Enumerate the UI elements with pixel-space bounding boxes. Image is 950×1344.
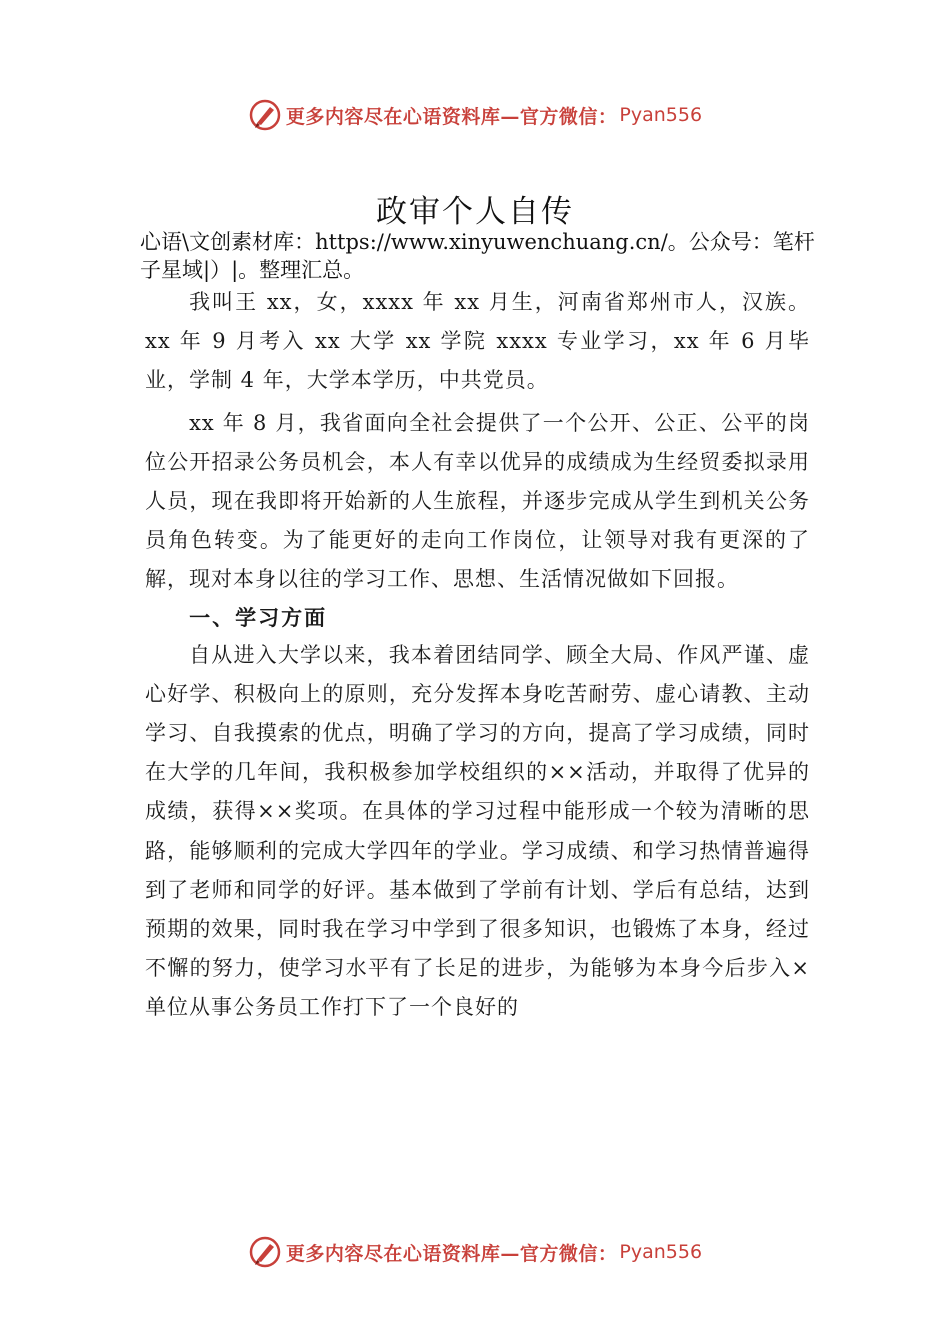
paragraph: 我叫王 xx，女，xxxx 年 xx 月生，河南省郑州市人，汉族。xx 年 9 月考入 xx 大学 xx 学院 xxxx 专业学习，xx 年 6 月毕业，学制 4 年，大学本学历，中共党员。 <box>145 290 810 393</box>
pen-logo-icon <box>248 98 282 132</box>
banner-wechat-id: Pyan556 <box>619 1241 703 1263</box>
document-title: 政审个人自传 <box>376 194 574 230</box>
source-line: 心语\文创素材库：https://www.xinyuwenchuang.cn/。公众号：笔杆子星域|）|。整理汇总。 <box>140 230 815 282</box>
banner-wechat-id: Pyan556 <box>619 104 703 126</box>
paragraph: 自从进入大学以来，我本着团结同学、顾全大局、作风严谨、虚心好学、积极向上的原则，充分发挥本身吃苦耐劳、虚心请教、主动学习、自我摸索的优点，明确了学习的方向，提高了学习成绩，同时在大学的几年间，我积极参加学校组织的××活动，并取得了优异的成绩，获得××奖项。在具体的学习过程中能形成一个较为清晰的思路，能够顺利的完成大学四年的学业。学习成绩、和学习热情普遍得到了老师和同学的好评。基本做到了学前有计划、学后有总结，达到预期的效果，同时我在学习中学到了很多知识，也锻炼了本身，经过不懈的努力，使学习水平有了长足的进步，为能够为本身今后步入×单位从事公务员工作打下了一个良好的 <box>145 642 810 1020</box>
document-body <box>145 283 810 1028</box>
section-heading: 一、学习方面 <box>189 604 328 630</box>
banner-text: 更多内容尽在心语资料库—官方微信： <box>285 1242 618 1265</box>
banner-text: 更多内容尽在心语资料库—官方微信： <box>285 105 618 128</box>
header-banner <box>0 95 950 135</box>
paragraph: xx 年 8 月，我省面向全社会提供了一个公开、公正、公平的岗位公开招录公务员机会，本人有幸以优异的成绩成为生经贸委拟录用人员，现在我即将开始新的人生旅程，并逐步完成从学生到机关公务员角色转变。为了能更好的走向工作岗位，让领导对我有更深的了解，现对本身以往的学习工作、思想、生活情况做如下回报。 <box>145 410 810 592</box>
footer-banner <box>0 1232 950 1272</box>
pen-logo-icon <box>248 1235 282 1269</box>
